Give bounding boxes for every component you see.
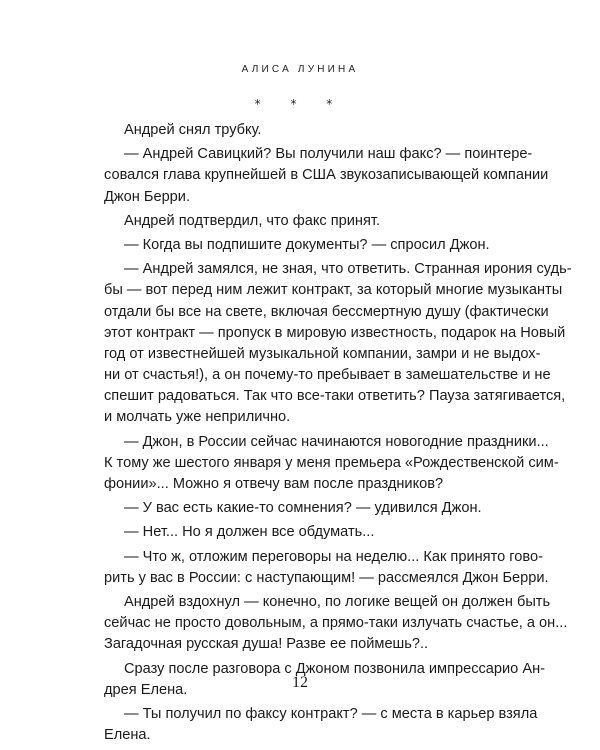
text-line: — Что ж, отложим переговоры на неделю... Как принято гово- [124, 548, 543, 565]
text-line: — Андрей Савицкий? Вы получили наш факс? — поинтере- [124, 146, 533, 163]
text-line: Андрей подтвердил, что факс принят. [124, 212, 380, 229]
text-line: Загадочная русская душа! Разве ее поймешь?.. [104, 636, 429, 653]
text-line: Елена. [104, 727, 151, 744]
text-line: фонии»... Можно я отвечу вам после праздников? [104, 476, 444, 492]
text-line: — Когда вы подпишите документы? — спросил Джон. [124, 236, 490, 253]
text-line: этот контракт — пропуск в мировую известность, подарок на Новый [104, 324, 566, 341]
text-line: дрея Елена. [104, 681, 188, 698]
text-line: и молчать уже неприлично. [104, 409, 291, 426]
text-line: — Андрей замялся, не зная, что ответить. Странная ирония судь- [124, 261, 572, 278]
text-line: К тому же шестого января у меня премьера «Рождественской сим- [104, 454, 559, 471]
text-line: рить у вас в России: с наступающим! — рассмеялся Джон Берри. [104, 569, 549, 586]
text-line: Джон Берри. [104, 188, 191, 205]
text-line: совался глава крупнейшей в США звукозаписывающей компании [104, 167, 549, 184]
running-head: АЛИСА ЛУНИНА [241, 64, 359, 75]
text-line: Андрей вздохнул — конечно, по логике вещей он должен быть [124, 593, 551, 610]
body-text [104, 120, 572, 746]
text-line: — У вас есть какие-то сомнения? — удивился Джон. [124, 500, 482, 517]
text-line: Андрей снял трубку. [124, 122, 262, 138]
text-line: — Нет... Но я должен все обдумать... [124, 524, 375, 541]
text-line: — Ты получил по факсу контракт? — с места в карьер взяла [124, 705, 538, 722]
text-line: ни от счастья!), а он почему-то пребывает в замешательстве и не [104, 367, 551, 384]
section-break: * * * [254, 97, 346, 111]
text-line: год от известнейшей музыкальной компании, замри и не выдох- [104, 345, 541, 362]
page-number: 12 [292, 674, 308, 691]
text-line: спешит радоваться. Так что все-таки ответить? Пауза затягивается, [104, 388, 566, 405]
text-line: бы — вот перед ним лежит контракт, за который многие музыканты [104, 282, 563, 299]
text-line: отдали бы все на свете, включая бессмертную душу (фактически [104, 303, 549, 320]
text-line: Сразу после разговора с Джоном позвонила импрессарио Ан- [124, 660, 546, 677]
text-line: — Джон, в России сейчас начинаются новогодние праздники... [124, 433, 549, 450]
text-line: сейчас не просто довольным, а прямо-таки излучать счастье, а он... [104, 615, 568, 632]
